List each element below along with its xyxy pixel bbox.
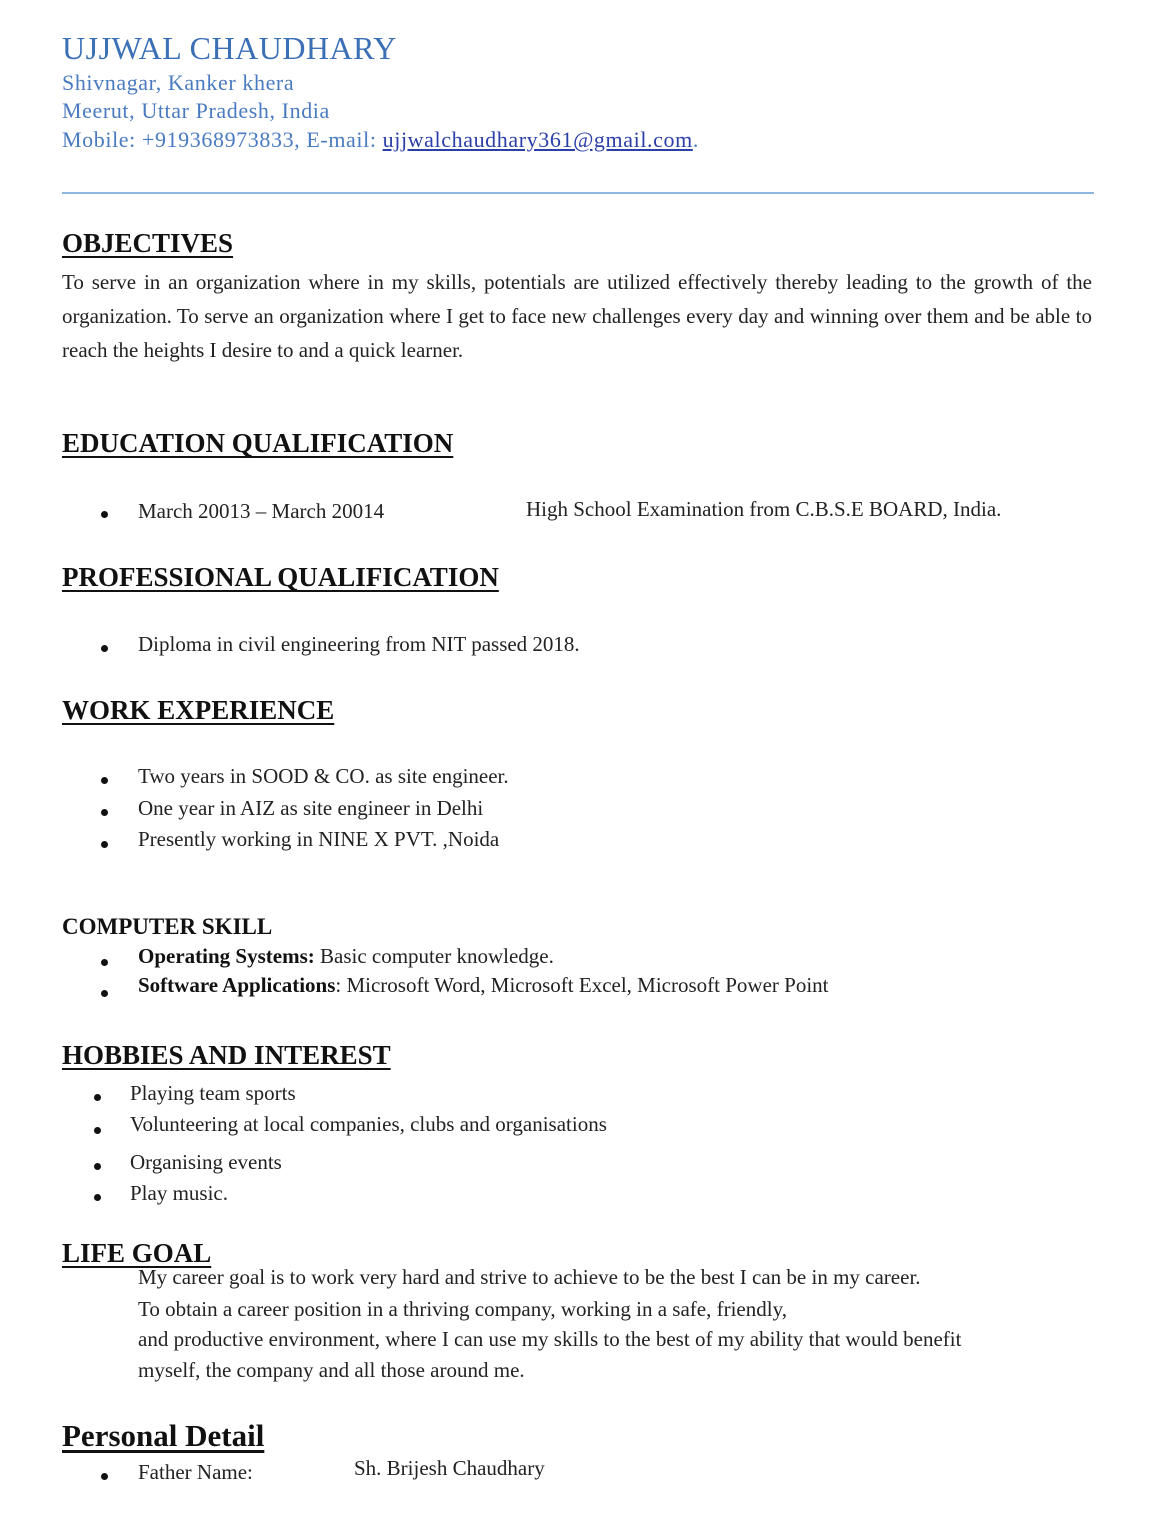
life-goal-line-1: My career goal is to work very hard and strive to achieve to be the best I can be in my career. [138, 1265, 921, 1289]
work-item: Two years in SOOD & CO. as site engineer. [138, 764, 509, 788]
hobby-item: Organising events [130, 1150, 282, 1174]
education-heading: EDUCATION QUALIFICATION [62, 428, 454, 458]
work-item: One year in AIZ as site engineer in Delhi [138, 796, 484, 820]
father-name-value: Sh. Brijesh Chaudhary [354, 1456, 545, 1480]
professional-heading: PROFESSIONAL QUALIFICATION [62, 562, 499, 592]
bullet-icon [101, 1473, 108, 1480]
bullet-icon [94, 1127, 101, 1134]
professional-item: Diploma in civil engineering from NIT passed 2018. [138, 632, 580, 656]
bullet-icon [101, 511, 108, 518]
contact-suffix: . [692, 127, 699, 152]
life-goal-line-2: To obtain a career position in a thriving company, working in a safe, friendly, [138, 1297, 787, 1321]
bullet-icon [101, 645, 108, 652]
header-divider [62, 192, 1094, 194]
life-goal-heading: LIFE GOAL [62, 1238, 212, 1268]
life-goal-line-3: and productive environment, where I can use my skills to the best of my ability that would benefit [138, 1327, 962, 1351]
hobby-item: Volunteering at local companies, clubs and organisations [130, 1112, 607, 1136]
bullet-icon [101, 809, 108, 816]
address-line-1: Shivnagar, Kanker khera [62, 70, 295, 95]
hobbies-heading: HOBBIES AND INTEREST [62, 1040, 391, 1070]
software-value: : Microsoft Word, Microsoft Excel, Microsoft Power Point [335, 973, 829, 997]
bullet-icon [94, 1194, 101, 1201]
computer-heading: COMPUTER SKILL [62, 914, 273, 939]
work-item: Presently working in NINE X PVT. ,Noida [138, 827, 500, 851]
bullet-icon [101, 959, 108, 966]
hobby-item: Playing team sports [130, 1081, 296, 1105]
hobby-item: Play music. [130, 1181, 228, 1205]
software-label: Software Applications [138, 973, 336, 997]
contact-line [62, 127, 699, 153]
bullet-icon [101, 990, 108, 997]
objectives-text: To serve in an organization where in my skills, potentials are utilized effectively thereby leading to the growth of the organization. To serve an organization where I get to face new challenges every day and winning over them and be able to reach the heights I desire to and a quick learner. [62, 270, 1092, 362]
work-heading: WORK EXPERIENCE [62, 695, 335, 725]
computer-item-software [138, 973, 829, 998]
os-label: Operating Systems: [138, 944, 315, 968]
objectives-heading: OBJECTIVES [62, 228, 234, 258]
mobile-text: Mobile: +919368973833, E-mail: [62, 127, 383, 152]
candidate-name: UJJWAL CHAUDHARY [62, 30, 397, 66]
education-detail: High School Examination from C.B.S.E BOARD, India. [526, 497, 1002, 521]
bullet-icon [94, 1163, 101, 1170]
computer-item-os [138, 944, 554, 969]
bullet-icon [94, 1094, 101, 1101]
life-goal-line-4: myself, the company and all those around me. [138, 1358, 525, 1382]
bullet-icon [101, 777, 108, 784]
bullet-icon [101, 841, 108, 848]
os-value: Basic computer knowledge. [314, 944, 554, 968]
email-link[interactable]: ujjwalchaudhary361@gmail.com [382, 127, 693, 152]
address-line-2: Meerut, Uttar Pradesh, India [62, 98, 330, 123]
personal-heading: Personal Detail [62, 1418, 265, 1453]
father-name-label: Father Name: [138, 1460, 253, 1484]
education-period: March 20013 – March 20014 [138, 499, 385, 523]
